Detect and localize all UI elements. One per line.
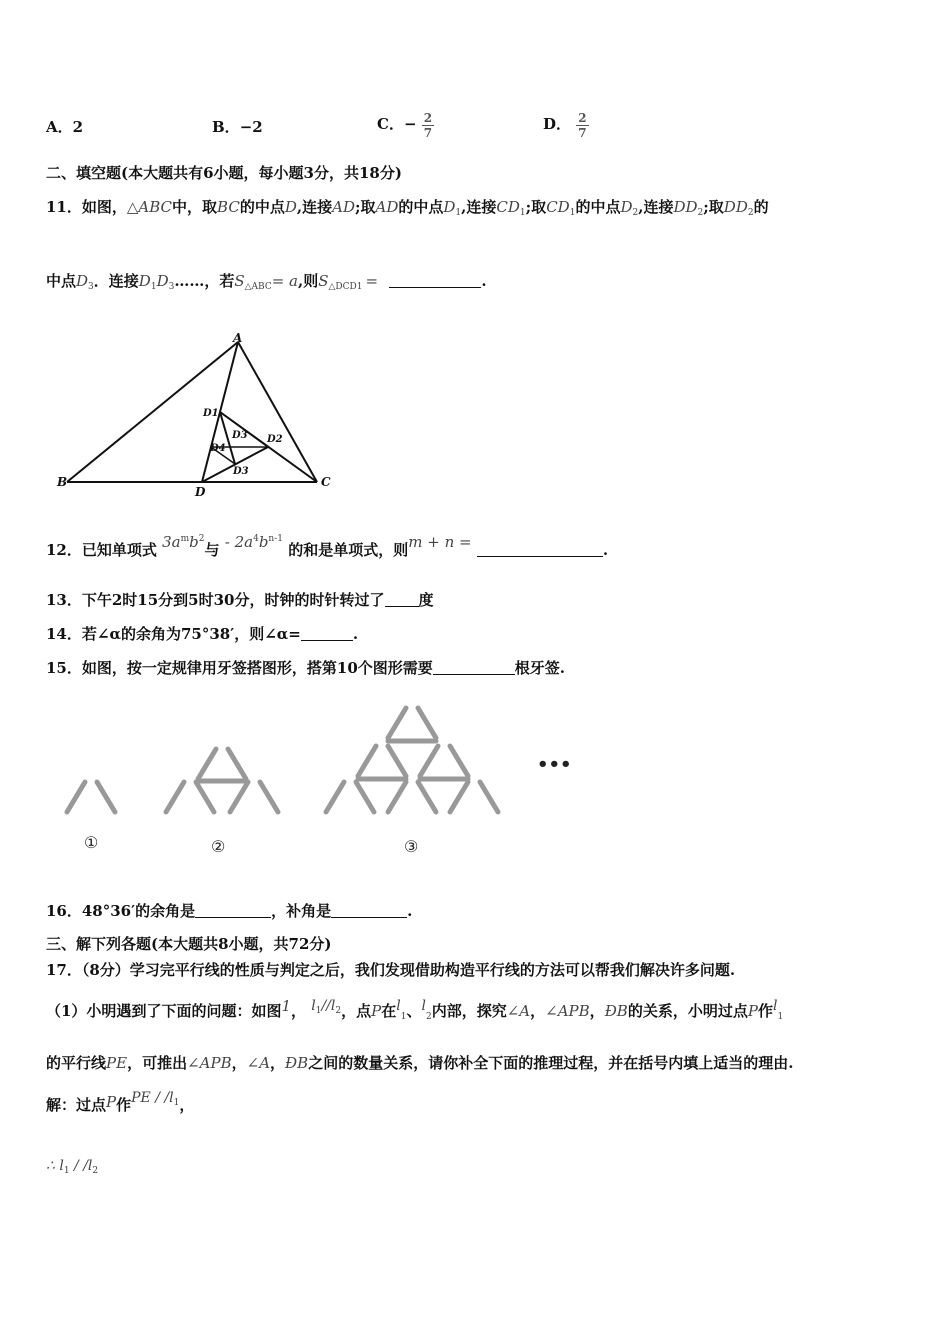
q17-part1-line1: （1）小明遇到了下面的问题：如图1， $l_1//l_2$，点P在$l_1$、$l_2$内部，探究∠A，∠APB，ÐB的关系，小明过点P作$l_1$ xyxy=(46,997,784,1022)
choice-d xyxy=(543,104,589,144)
label-d1: D1 xyxy=(203,408,219,419)
choice-a-label: A． xyxy=(46,118,73,136)
choice-c-sign: − xyxy=(403,115,417,133)
label-a: A xyxy=(233,331,243,345)
q17-parallel-expr: $l_1//l_2$ xyxy=(311,998,342,1016)
label-d3-top: D3 xyxy=(232,430,248,441)
q13-answer-blank xyxy=(385,592,419,607)
figure-15-label-2: ② xyxy=(211,837,226,856)
label-d2: D2 xyxy=(267,434,283,445)
choice-c xyxy=(377,104,434,144)
q15: 15．如图，按一定规律用牙签搭图形，搭第10个图形需要 根牙签. xyxy=(46,659,565,677)
q17-part1-line2: 的平行线PE，可推出∠APB，∠A，ÐB之间的数量关系，请你补全下面的推理过程，并在括号内填上适当的理由. xyxy=(46,1054,794,1072)
math-abc: △ABC xyxy=(126,198,173,216)
choice-b-value: −2 xyxy=(239,118,263,136)
section2-heading: 二、填空题(本大题共有6小题，每小题3分，共18分) xyxy=(46,164,402,182)
q16-blank-supplement xyxy=(331,903,407,918)
q11-line2: 中点$D_3$．连接$D_1D_3\dots\dots$，若$S_{\triangle ABC}= a$,则$S_{\triangle DCD1}$ = . xyxy=(46,272,487,292)
q12-mono1: $3a^mb^2$ xyxy=(162,533,205,551)
q17-solution-line: 解：过点P作PE / $/l^1$， xyxy=(46,1090,195,1114)
q12-mono2: - $2a^4b^{n-1}$ xyxy=(224,533,283,551)
label-b: B xyxy=(57,475,68,489)
figure-11-triangle xyxy=(55,330,345,505)
q14-answer-blank xyxy=(301,626,353,641)
choice-c-label: C． xyxy=(377,115,404,133)
label-d: D xyxy=(195,485,206,499)
q16: 16．48°36′的余角是 ，补角是 . xyxy=(46,902,413,920)
figure-15-label-1: ① xyxy=(84,833,99,852)
q11-line1: 11．如图，△ABC中，取BC的中点D,连接AD;取AD的中点$D_1$,连接$CD_1$;取$CD_1$的中点$D_2$,连接$DD_2$;取$DD_2$的 xyxy=(46,198,769,218)
q11-answer-blank xyxy=(389,273,481,288)
figure-15-ellipsis: ••• xyxy=(537,754,572,775)
q17-therefore-line: ∴ $l_1 / /l_2$ xyxy=(46,1158,99,1176)
q14: 14．若∠α的余角为75°38′，则∠α= . xyxy=(46,625,359,643)
q12: 12．已知单项式 $3a^mb^2$与 - $2a^4b^{n-1}$ 的和是单项式，则m + n = . xyxy=(46,533,609,559)
choice-d-label: D． xyxy=(543,115,572,133)
label-d4: D4 xyxy=(210,443,226,454)
q12-answer-blank xyxy=(477,542,603,557)
q17-intro: 17．（8分）学习完平行线的性质与判定之后，我们发现借助构造平行线的方法可以帮我们解决许多问题. xyxy=(46,961,736,979)
q16-blank-complement xyxy=(195,903,271,918)
choice-a xyxy=(46,116,83,137)
choice-c-fraction: $\frac{2}{7}$ xyxy=(423,110,433,140)
line-ac xyxy=(238,342,317,482)
label-d3: D3 xyxy=(233,466,249,477)
figure-15-label-3: ③ xyxy=(404,837,419,856)
q13: 13．下午2时15分到5时30分，时钟的时针转过了 度 xyxy=(46,591,434,609)
label-c: C xyxy=(321,475,331,489)
choice-b xyxy=(212,116,263,137)
choice-b-label: B． xyxy=(212,118,240,136)
choice-a-value: 2 xyxy=(72,118,84,136)
q12-expr: m + n = xyxy=(408,533,472,551)
q15-answer-blank xyxy=(433,660,515,675)
choice-d-fraction: $\frac{2}{7}$ xyxy=(578,110,587,140)
section3-heading: 三、解下列各题(本大题共8小题，共72分) xyxy=(46,935,332,953)
figure-15-toothpicks xyxy=(55,700,595,865)
